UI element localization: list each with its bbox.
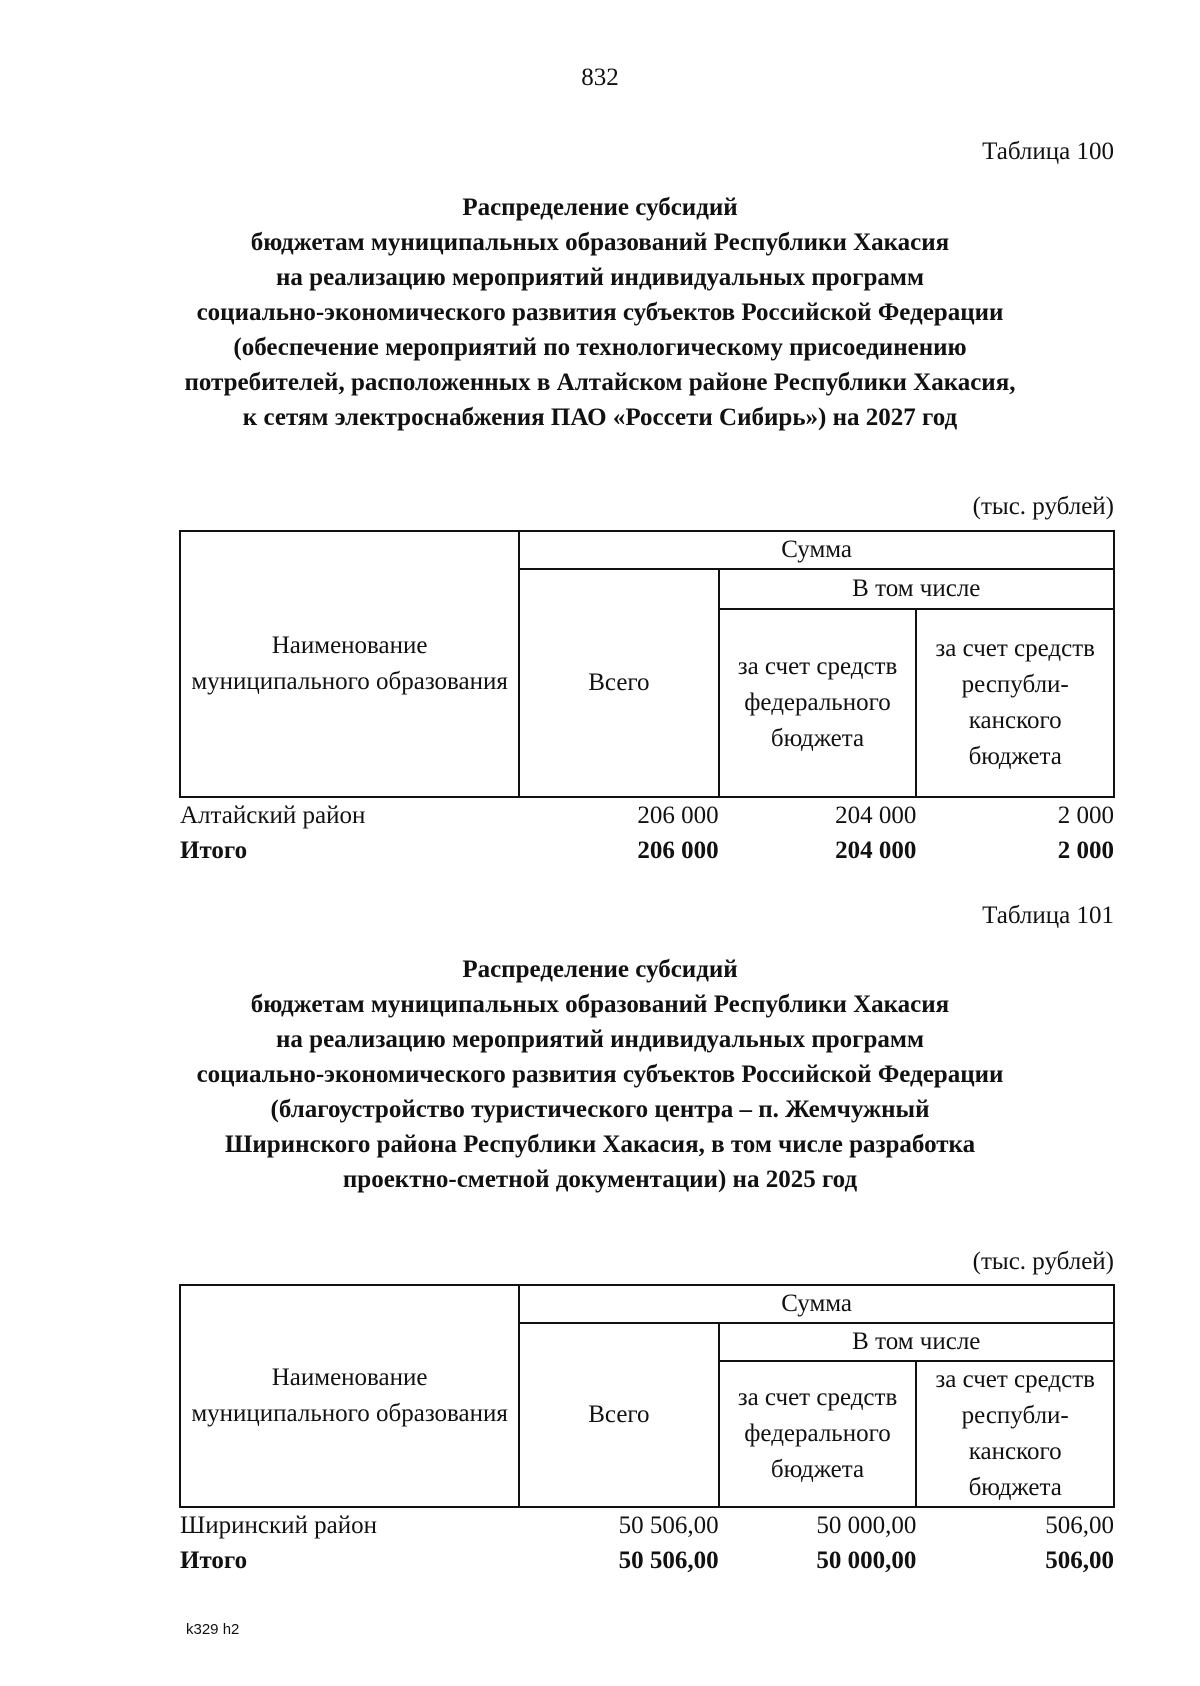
title-line: к сетям электроснабжения ПАО «Россети Сибирь») на 2027 год	[242, 404, 958, 431]
row-name: Алтайский район	[180, 802, 366, 829]
header-sum: Сумма	[519, 531, 1114, 569]
subsidy-table-101	[179, 1284, 1115, 1578]
subsidy-table-100	[179, 530, 1115, 868]
row-total: 206 000	[637, 802, 719, 829]
units-label-100: (тыс. рублей)	[972, 493, 1114, 520]
total-name: Итого	[180, 1547, 248, 1574]
title-line: потребителей, расположенных в Алтайском районе Республики Хакасия,	[184, 369, 1016, 396]
header-including: В том числе	[719, 1323, 1114, 1361]
table-row	[180, 1507, 1114, 1543]
header-republic: за счет средств республи-канского бюджета	[916, 609, 1114, 797]
units-label-101: (тыс. рублей)	[972, 1248, 1114, 1275]
header-total: Всего	[519, 1323, 718, 1507]
table-caption-100: Таблица 100	[982, 138, 1114, 165]
title-line: (обеспечение мероприятий по технологическому присоединению	[233, 334, 967, 361]
page-number: 832	[581, 64, 619, 91]
title-line: социально-экономического развития субъектов Российской Федерации	[196, 1061, 1004, 1088]
total-federal: 204 000	[835, 837, 917, 864]
title-line: бюджетам муниципальных образований Республики Хакасия	[250, 229, 950, 256]
table-title-100	[150, 190, 1050, 435]
total-total: 206 000	[637, 837, 719, 864]
header-sum: Сумма	[519, 1285, 1114, 1323]
title-line: на реализацию мероприятий индивидуальных программ	[276, 1026, 924, 1053]
table-caption-101: Таблица 101	[982, 902, 1114, 929]
total-name: Итого	[180, 837, 248, 864]
total-row	[180, 1543, 1114, 1578]
row-republic: 2 000	[1057, 802, 1114, 829]
footer-code: k329 h2	[186, 1621, 240, 1638]
title-line: Распределение субсидий	[462, 194, 738, 221]
table-title-101	[150, 952, 1050, 1197]
row-total: 50 506,00	[618, 1512, 719, 1539]
row-name: Ширинский район	[180, 1512, 377, 1539]
title-line: проектно-сметной документации) на 2025 год	[342, 1166, 858, 1193]
title-line: (благоустройство туристического центра – п. Жемчужный	[270, 1096, 930, 1123]
row-republic: 506,00	[1045, 1512, 1114, 1539]
header-name: Наименование муниципального образования	[180, 531, 519, 797]
total-row	[180, 833, 1114, 868]
header-name: Наименование муниципального образования	[180, 1285, 519, 1507]
header-total: Всего	[519, 569, 718, 797]
title-line: на реализацию мероприятий индивидуальных программ	[276, 264, 924, 291]
total-republic: 506,00	[1045, 1547, 1114, 1574]
header-federal: за счет средств федерального бюджета	[719, 609, 917, 797]
title-line: социально-экономического развития субъектов Российской Федерации	[196, 299, 1004, 326]
header-federal: за счет средств федерального бюджета	[719, 1361, 917, 1507]
total-total: 50 506,00	[618, 1547, 719, 1574]
title-line: бюджетам муниципальных образований Республики Хакасия	[250, 991, 950, 1018]
table-row	[180, 797, 1114, 833]
title-line: Распределение субсидий	[462, 956, 738, 983]
header-including: В том числе	[719, 569, 1114, 609]
row-federal: 50 000,00	[816, 1512, 917, 1539]
header-republic: за счет средств республи-канского бюджета	[916, 1361, 1114, 1507]
title-line: Ширинского района Республики Хакасия, в том числе разработка	[224, 1131, 976, 1158]
total-federal: 50 000,00	[816, 1547, 917, 1574]
total-republic: 2 000	[1057, 837, 1114, 864]
row-federal: 204 000	[835, 802, 917, 829]
